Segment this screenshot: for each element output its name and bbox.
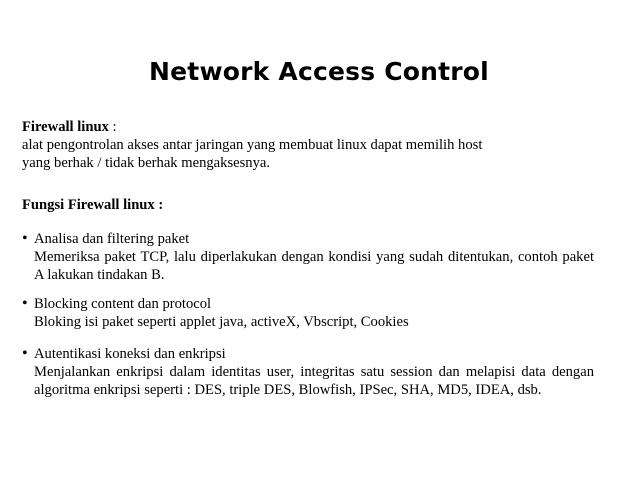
- bullet-content: [34, 230, 594, 284]
- fungsi-heading: Fungsi Firewall linux :: [22, 197, 164, 213]
- bullet-head: Autentikasi koneksi dan enkripsi: [34, 346, 226, 362]
- intro-definition-line-1: alat pengontrolan akses antar jaringan yang membuat linux dapat memilih host: [22, 137, 483, 153]
- intro-definition-line-2: yang berhak / tidak berhak mengaksesnya.: [22, 155, 271, 171]
- bullet-dot-icon: •: [22, 230, 28, 247]
- bullet-item-autentikasi: [22, 345, 594, 399]
- bullet-desc: Bloking isi paket seperti applet java, activeX, Vbscript, Cookies: [34, 314, 409, 330]
- bullet-item-analisa: [22, 230, 594, 284]
- bullet-dot-icon: •: [22, 345, 28, 362]
- intro-term: Firewall linux: [22, 119, 109, 135]
- intro-term-line: [22, 118, 594, 136]
- bullet-head: Analisa dan filtering paket: [34, 231, 190, 247]
- intro-block: [22, 118, 594, 172]
- bullet-content: [34, 295, 594, 331]
- bullet-head: Blocking content dan protocol: [34, 296, 212, 312]
- bullet-desc: Menjalankan enkripsi dalam identitas user, integritas satu session dan melapisi data dengan algoritma enkripsi seperti : DES, triple DES, Blowfish, IPSec, SHA, MD5, IDEA, dsb.: [34, 364, 594, 398]
- bullet-desc: Memeriksa paket TCP, lalu diperlakukan dengan kondisi yang sudah ditentukan, contoh paket A lakukan tindakan B.: [34, 249, 594, 283]
- bullet-content: [34, 345, 594, 399]
- slide-title: Network Access Control: [149, 57, 489, 86]
- intro-term-suffix: :: [108, 119, 117, 135]
- bullet-dot-icon: •: [22, 295, 28, 312]
- bullet-item-blocking: [22, 295, 594, 331]
